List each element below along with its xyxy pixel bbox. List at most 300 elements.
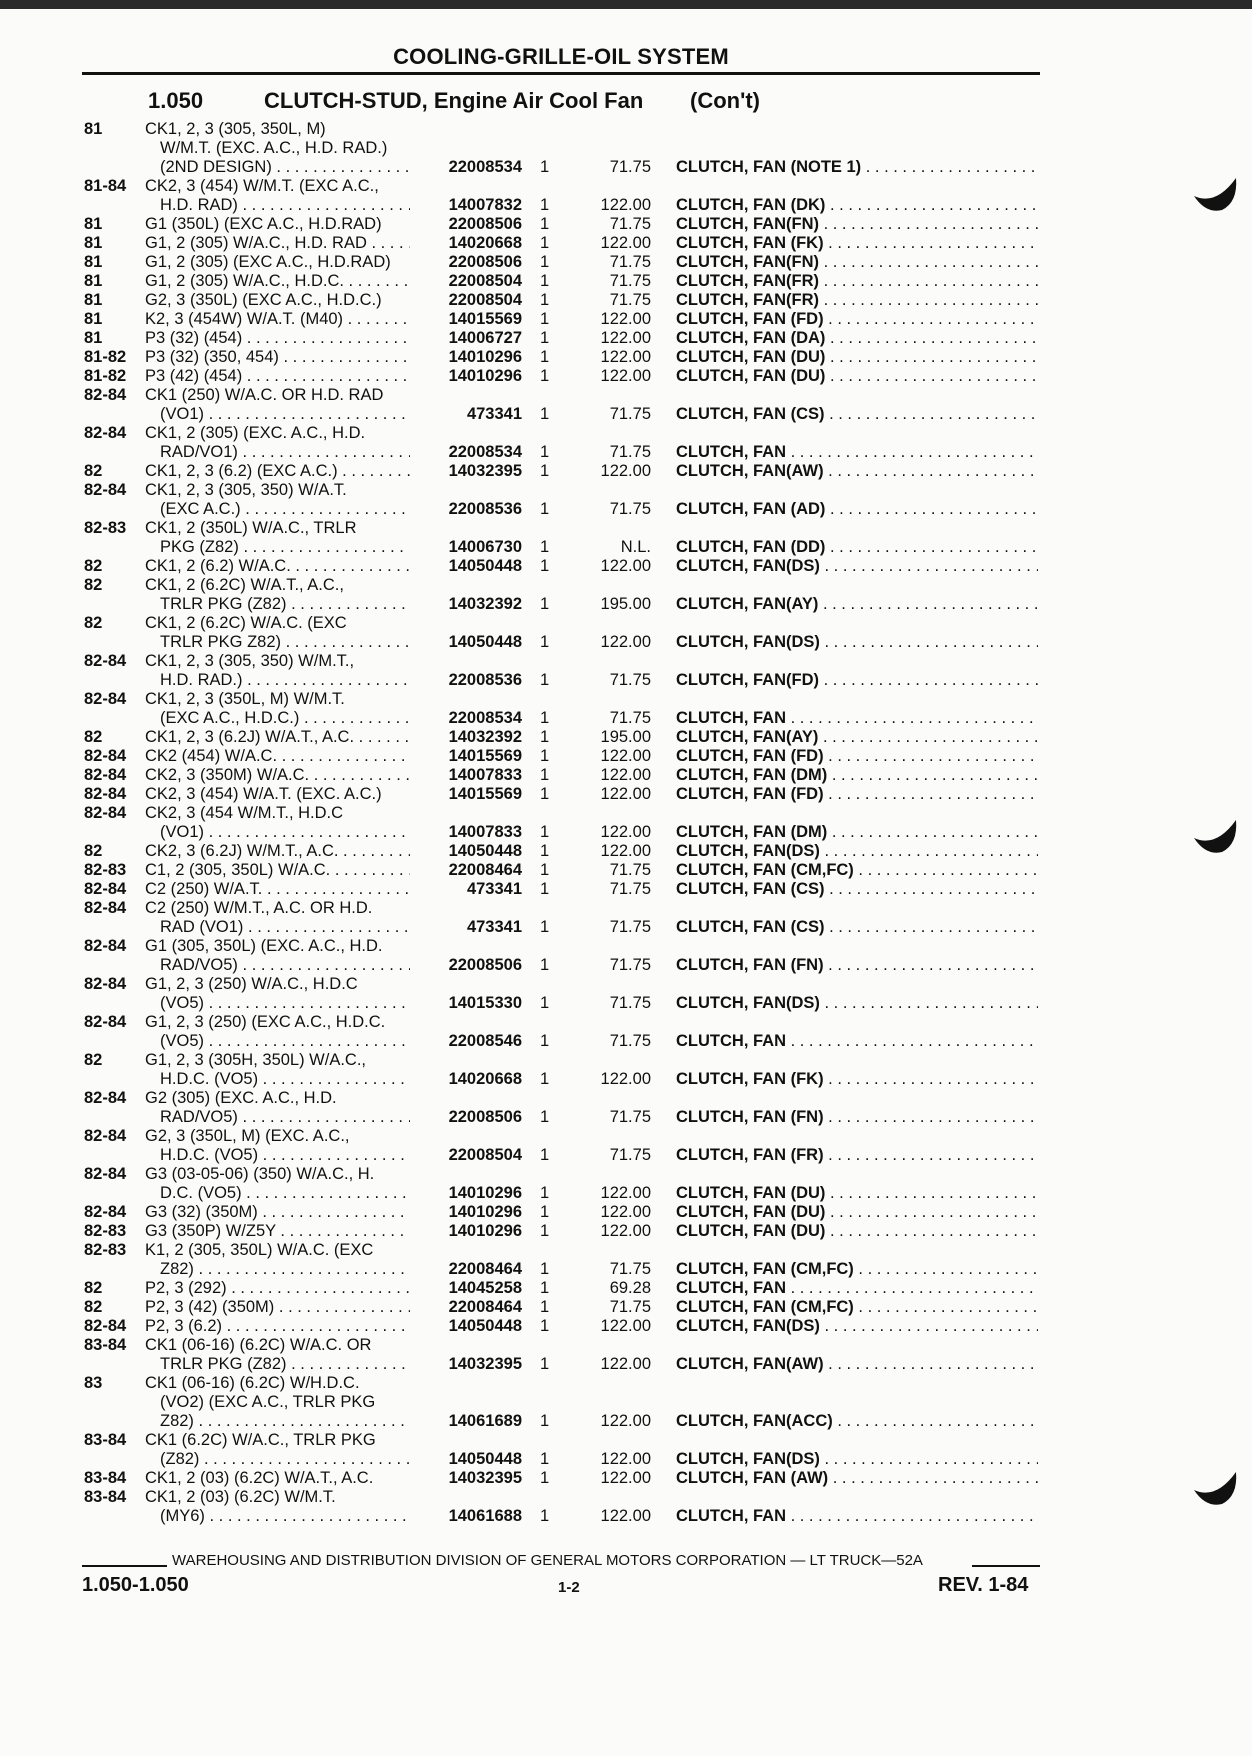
part-number: 14010296 — [410, 348, 522, 367]
quantity: 1 — [540, 1317, 550, 1335]
part-name: CLUTCH, FAN(AY) . . . — [676, 728, 1038, 747]
part-name: CLUTCH, FAN (CM,FC) . . . — [676, 861, 1038, 880]
application-description: G3 (32) (350M) . . . — [145, 1203, 423, 1222]
application-description: H.D.C. (VO5) . . . — [160, 1070, 423, 1089]
table-row — [0, 937, 1252, 956]
model-year: 83-84 — [84, 1488, 127, 1506]
application-description: (Z82) . . . — [160, 1450, 423, 1469]
part-name: CLUTCH, FAN (DM) . . . — [676, 823, 1038, 842]
part-number: 14010296 — [410, 1222, 522, 1241]
list-price: 195.00 — [600, 595, 651, 613]
part-number: 14050448 — [410, 1317, 522, 1336]
list-price: 122.00 — [600, 785, 651, 803]
part-name: CLUTCH, FAN (DM) . . . — [676, 766, 1038, 785]
quantity: 1 — [540, 367, 550, 385]
application-description: C2 (250) W/A.T. . . . — [145, 880, 423, 899]
section-continued: (Con't) — [690, 88, 760, 113]
list-price: 122.00 — [600, 766, 651, 784]
part-name: CLUTCH, FAN (CS) . . . — [676, 405, 1038, 424]
quantity: 1 — [540, 538, 550, 556]
part-number: 14032392 — [410, 728, 522, 747]
part-number: 22008534 — [410, 709, 522, 728]
list-price: 122.00 — [600, 1222, 651, 1240]
list-price: 122.00 — [600, 747, 651, 765]
part-name: CLUTCH, FAN (CS) . . . — [676, 880, 1038, 899]
table-row — [0, 1393, 1252, 1412]
application-description: C1, 2 (305, 350L) W/A.C. . . . — [145, 861, 423, 880]
quantity: 1 — [540, 196, 550, 214]
model-year: 82 — [84, 728, 103, 746]
quantity: 1 — [540, 1184, 550, 1202]
list-price: 71.75 — [609, 500, 651, 518]
application-description: (VO2) (EXC A.C., TRLR PKG — [160, 1393, 376, 1411]
table-row — [0, 747, 1252, 766]
part-name: CLUTCH, FAN (FD) . . . — [676, 785, 1038, 804]
quantity: 1 — [540, 310, 550, 328]
application-description: RAD/VO5) . . . — [160, 1108, 423, 1127]
quantity: 1 — [540, 405, 550, 423]
model-year: 82-84 — [84, 652, 127, 670]
part-number: 14015569 — [410, 785, 522, 804]
model-year: 82-84 — [84, 1089, 127, 1107]
section-number: 1.050 — [148, 88, 204, 113]
part-number: 14006727 — [410, 329, 522, 348]
table-row — [0, 785, 1252, 804]
quantity: 1 — [540, 557, 550, 575]
part-name: CLUTCH, FAN (DK) . . . — [676, 196, 1038, 215]
part-name: CLUTCH, FAN (FD) . . . — [676, 747, 1038, 766]
part-number: 14007833 — [410, 766, 522, 785]
quantity: 1 — [540, 671, 550, 689]
part-name: CLUTCH, FAN . . . — [676, 1507, 1038, 1526]
table-row — [0, 443, 1252, 462]
table-row — [0, 1032, 1252, 1051]
binder-hole-mark — [1192, 1470, 1240, 1508]
quantity: 1 — [540, 1032, 550, 1050]
quantity: 1 — [540, 215, 550, 233]
model-year: 82-84 — [84, 386, 127, 404]
list-price: 122.00 — [600, 1412, 651, 1430]
table-row — [0, 215, 1252, 234]
quantity: 1 — [540, 462, 550, 480]
quantity: 1 — [540, 1469, 550, 1487]
table-row — [0, 1507, 1252, 1526]
application-description: G1, 2 (305) (EXC A.C., H.D.RAD) — [145, 253, 391, 271]
quantity: 1 — [540, 500, 550, 518]
application-description: RAD (VO1) . . . — [160, 918, 423, 937]
table-row — [0, 1450, 1252, 1469]
part-name: CLUTCH, FAN (DA) . . . — [676, 329, 1038, 348]
application-description: CK1, 2, 3 (6.2J) W/A.T., A.C. . . . — [145, 728, 423, 747]
part-number: 14010296 — [410, 367, 522, 386]
part-name: CLUTCH, FAN (FK) . . . — [676, 234, 1038, 253]
model-year: 82 — [84, 576, 103, 594]
list-price: 71.75 — [609, 671, 651, 689]
list-price: 122.00 — [600, 1507, 651, 1525]
application-description: (VO5) . . . — [160, 1032, 423, 1051]
application-description: K2, 3 (454W) W/A.T. (M40) . . . — [145, 310, 423, 329]
model-year: 82-83 — [84, 1241, 127, 1259]
model-year: 82-84 — [84, 747, 127, 765]
list-price: 122.00 — [600, 823, 651, 841]
part-number: 22008506 — [410, 215, 522, 234]
model-year: 82-84 — [84, 880, 127, 898]
model-year: 81 — [84, 215, 103, 233]
model-year: 82-84 — [84, 785, 127, 803]
table-row — [0, 671, 1252, 690]
table-row — [0, 348, 1252, 367]
application-description: P2, 3 (292) . . . — [145, 1279, 423, 1298]
model-year: 82-84 — [84, 424, 127, 442]
table-row — [0, 1469, 1252, 1488]
list-price: 71.75 — [609, 215, 651, 233]
quantity: 1 — [540, 1298, 550, 1316]
footer-rule-right — [972, 1565, 1040, 1567]
table-row — [0, 1146, 1252, 1165]
quantity: 1 — [540, 348, 550, 366]
table-row — [0, 766, 1252, 785]
model-year: 81 — [84, 329, 103, 347]
part-name: CLUTCH, FAN (AW) . . . — [676, 1469, 1038, 1488]
table-row — [0, 1165, 1252, 1184]
list-price: 71.75 — [609, 291, 651, 309]
table-row — [0, 424, 1252, 443]
table-row — [0, 823, 1252, 842]
part-number: 22008536 — [410, 500, 522, 519]
part-number: 14015330 — [410, 994, 522, 1013]
table-row — [0, 1355, 1252, 1374]
list-price: 122.00 — [600, 234, 651, 252]
model-year: 82-83 — [84, 1222, 127, 1240]
table-row — [0, 1222, 1252, 1241]
part-number: 14032395 — [410, 1355, 522, 1374]
part-number: 22008506 — [410, 1108, 522, 1127]
application-description: P2, 3 (6.2) . . . — [145, 1317, 423, 1336]
part-number: 22008506 — [410, 956, 522, 975]
table-row — [0, 994, 1252, 1013]
footer-rule-left — [82, 1565, 167, 1567]
part-name: CLUTCH, FAN(FR) . . . — [676, 272, 1038, 291]
part-name: CLUTCH, FAN(FD) . . . — [676, 671, 1038, 690]
application-description: P3 (32) (454) . . . — [145, 329, 423, 348]
application-description: TRLR PKG Z82) . . . — [160, 633, 423, 652]
table-row — [0, 386, 1252, 405]
part-number: 14050448 — [410, 842, 522, 861]
table-row — [0, 842, 1252, 861]
application-description: G1, 2, 3 (250) W/A.C., H.D.C — [145, 975, 358, 993]
list-price: 122.00 — [600, 348, 651, 366]
part-number: 14032395 — [410, 1469, 522, 1488]
list-price: 122.00 — [600, 1317, 651, 1335]
application-description: G2, 3 (350L) (EXC A.C., H.D.C.) — [145, 291, 382, 309]
table-row — [0, 1051, 1252, 1070]
application-description: CK2, 3 (6.2J) W/M.T., A.C. . . . — [145, 842, 423, 861]
list-price: 122.00 — [600, 1469, 651, 1487]
application-description: (VO1) . . . — [160, 405, 423, 424]
quantity: 1 — [540, 234, 550, 252]
quantity: 1 — [540, 709, 550, 727]
application-description: G2, 3 (350L, M) (EXC. A.C., — [145, 1127, 350, 1145]
quantity: 1 — [540, 766, 550, 784]
application-description: G1, 2 (305) W/A.C., H.D.C. . . . — [145, 272, 423, 291]
quantity: 1 — [540, 1412, 550, 1430]
part-number: 14015569 — [410, 310, 522, 329]
quantity: 1 — [540, 1108, 550, 1126]
list-price: 71.75 — [609, 709, 651, 727]
quantity: 1 — [540, 1260, 550, 1278]
application-description: H.D.C. (VO5) . . . — [160, 1146, 423, 1165]
model-year: 82-84 — [84, 1127, 127, 1145]
model-year: 81-82 — [84, 348, 127, 366]
part-number: 14006730 — [410, 538, 522, 557]
part-name: CLUTCH, FAN(DS) . . . — [676, 842, 1038, 861]
table-row — [0, 956, 1252, 975]
model-year: 81-82 — [84, 367, 127, 385]
table-row — [0, 1317, 1252, 1336]
table-row — [0, 1127, 1252, 1146]
table-row — [0, 158, 1252, 177]
application-description: CK2, 3 (454) W/M.T. (EXC A.C., — [145, 177, 379, 195]
application-description: CK2, 3 (454 W/M.T., H.D.C — [145, 804, 344, 822]
table-row — [0, 481, 1252, 500]
part-name: CLUTCH, FAN (NOTE 1) . . . — [676, 158, 1038, 177]
list-price: 71.75 — [609, 956, 651, 974]
application-description: (EXC A.C.) . . . — [160, 500, 423, 519]
part-name: CLUTCH, FAN(FN) . . . — [676, 253, 1038, 272]
part-name: CLUTCH, FAN(AY) . . . — [676, 595, 1038, 614]
model-year: 82-84 — [84, 766, 127, 784]
part-name: CLUTCH, FAN(AW) . . . — [676, 1355, 1038, 1374]
application-description: RAD/VO1) . . . — [160, 443, 423, 462]
part-name: CLUTCH, FAN (DU) . . . — [676, 1203, 1038, 1222]
application-description: CK2, 3 (350M) W/A.C. . . . — [145, 766, 423, 785]
table-row — [0, 861, 1252, 880]
table-row — [0, 728, 1252, 747]
quantity: 1 — [540, 918, 550, 936]
model-year: 81 — [84, 272, 103, 290]
part-name: CLUTCH, FAN (CS) . . . — [676, 918, 1038, 937]
model-year: 82 — [84, 1051, 103, 1069]
quantity: 1 — [540, 842, 550, 860]
table-row — [0, 120, 1252, 139]
part-number: 14007832 — [410, 196, 522, 215]
part-number: 14020668 — [410, 234, 522, 253]
application-description: CK1, 2, 3 (6.2) (EXC A.C.) . . . — [145, 462, 423, 481]
application-description: CK2 (454) W/A.C. . . . — [145, 747, 423, 766]
model-year: 82 — [84, 557, 103, 575]
quantity: 1 — [540, 1450, 550, 1468]
part-name: CLUTCH, FAN(DS) . . . — [676, 633, 1038, 652]
part-number: 14020668 — [410, 1070, 522, 1089]
part-number: 473341 — [410, 880, 522, 899]
table-row — [0, 519, 1252, 538]
list-price: 71.75 — [609, 1032, 651, 1050]
list-price: 71.75 — [609, 272, 651, 290]
table-row — [0, 1089, 1252, 1108]
part-number: 14050448 — [410, 1450, 522, 1469]
table-row — [0, 1203, 1252, 1222]
application-description: (2ND DESIGN) . . . — [160, 158, 423, 177]
list-price: 195.00 — [600, 728, 651, 746]
table-row — [0, 291, 1252, 310]
application-description: G2 (305) (EXC. A.C., H.D. — [145, 1089, 337, 1107]
list-price: 122.00 — [600, 196, 651, 214]
table-row — [0, 652, 1252, 671]
list-price: 122.00 — [600, 310, 651, 328]
list-price: 71.75 — [609, 253, 651, 271]
table-row — [0, 253, 1252, 272]
table-row — [0, 1298, 1252, 1317]
list-price: 71.75 — [609, 994, 651, 1012]
part-name: CLUTCH, FAN (FN) . . . — [676, 956, 1038, 975]
model-year: 82-84 — [84, 804, 127, 822]
part-number: 22008464 — [410, 861, 522, 880]
part-number: 22008504 — [410, 291, 522, 310]
list-price: 122.00 — [600, 1070, 651, 1088]
table-row — [0, 462, 1252, 481]
table-row — [0, 139, 1252, 158]
application-description: G1 (305, 350L) (EXC. A.C., H.D. — [145, 937, 383, 955]
table-row — [0, 918, 1252, 937]
model-year: 83 — [84, 1374, 103, 1392]
application-description: G1, 2 (305) W/A.C., H.D. RAD . . . — [145, 234, 423, 253]
table-row — [0, 1260, 1252, 1279]
application-description: CK2, 3 (454) W/A.T. (EXC. A.C.) — [145, 785, 382, 803]
application-description: (EXC A.C., H.D.C.) . . . — [160, 709, 423, 728]
quantity: 1 — [540, 1070, 550, 1088]
list-price: 122.00 — [600, 633, 651, 651]
application-description: K1, 2 (305, 350L) W/A.C. (EXC — [145, 1241, 374, 1259]
list-price: 71.75 — [609, 1108, 651, 1126]
table-row — [0, 1412, 1252, 1431]
list-price: 122.00 — [600, 1203, 651, 1221]
model-year: 82 — [84, 462, 103, 480]
table-row — [0, 899, 1252, 918]
model-year: 82-84 — [84, 690, 127, 708]
model-year: 82-83 — [84, 519, 127, 537]
part-number: 22008546 — [410, 1032, 522, 1051]
table-row — [0, 614, 1252, 633]
model-year: 82 — [84, 842, 103, 860]
part-number: 14050448 — [410, 633, 522, 652]
model-year: 81 — [84, 234, 103, 252]
table-row — [0, 367, 1252, 386]
part-name: CLUTCH, FAN (DU) . . . — [676, 367, 1038, 386]
part-name: CLUTCH, FAN (CM,FC) . . . — [676, 1298, 1038, 1317]
footer-section-range: 1.050-1.050 — [82, 1574, 189, 1596]
table-row — [0, 1108, 1252, 1127]
part-name: CLUTCH, FAN (FN) . . . — [676, 1108, 1038, 1127]
part-number: 22008506 — [410, 253, 522, 272]
part-number: 22008534 — [410, 158, 522, 177]
application-description: (MY6) . . . — [160, 1507, 423, 1526]
application-description: G3 (350P) W/Z5Y . . . — [145, 1222, 423, 1241]
quantity: 1 — [540, 253, 550, 271]
table-row — [0, 633, 1252, 652]
application-description: (VO5) . . . — [160, 994, 423, 1013]
part-number: 22008536 — [410, 671, 522, 690]
model-year: 82 — [84, 614, 103, 632]
list-price: 122.00 — [600, 1184, 651, 1202]
application-description: CK1 (06-16) (6.2C) W/H.D.C. — [145, 1374, 360, 1392]
table-row — [0, 1279, 1252, 1298]
page-title: COOLING-GRILLE-OIL SYSTEM — [393, 44, 729, 69]
application-description: PKG (Z82) . . . — [160, 538, 423, 557]
part-name: CLUTCH, FAN . . . — [676, 1032, 1038, 1051]
quantity: 1 — [540, 956, 550, 974]
application-description: CK1 (250) W/A.C. OR H.D. RAD — [145, 386, 384, 404]
part-number: 14045258 — [410, 1279, 522, 1298]
list-price: 71.75 — [609, 918, 651, 936]
table-row — [0, 1431, 1252, 1450]
part-number: 473341 — [410, 405, 522, 424]
application-description: CK1, 2 (03) (6.2C) W/M.T. — [145, 1488, 336, 1506]
quantity: 1 — [540, 272, 550, 290]
quantity: 1 — [540, 595, 550, 613]
list-price: 71.75 — [609, 405, 651, 423]
application-description: TRLR PKG (Z82) . . . — [160, 595, 423, 614]
table-row — [0, 234, 1252, 253]
table-row — [0, 804, 1252, 823]
table-row — [0, 557, 1252, 576]
table-row — [0, 975, 1252, 994]
part-name: CLUTCH, FAN(ACC) . . . — [676, 1412, 1038, 1431]
part-number: 14061688 — [410, 1507, 522, 1526]
footer-revision: REV. 1-84 — [938, 1574, 1029, 1596]
top-edge-bar — [0, 0, 1252, 9]
list-price: 122.00 — [600, 557, 651, 575]
part-name: CLUTCH, FAN (CM,FC) . . . — [676, 1260, 1038, 1279]
application-description: CK1, 2 (6.2) W/A.C. . . . — [145, 557, 423, 576]
table-row — [0, 709, 1252, 728]
table-row — [0, 1013, 1252, 1032]
model-year: 82-84 — [84, 899, 127, 917]
part-name: CLUTCH, FAN(DS) . . . — [676, 557, 1038, 576]
table-row — [0, 1336, 1252, 1355]
table-row — [0, 1184, 1252, 1203]
quantity: 1 — [540, 329, 550, 347]
part-name: CLUTCH, FAN(AW) . . . — [676, 462, 1038, 481]
quantity: 1 — [540, 994, 550, 1012]
part-number: 22008464 — [410, 1260, 522, 1279]
application-description: P3 (42) (454) . . . — [145, 367, 423, 386]
model-year: 81 — [84, 253, 103, 271]
application-description: C2 (250) W/M.T., A.C. OR H.D. — [145, 899, 373, 917]
model-year: 83-84 — [84, 1431, 127, 1449]
table-row — [0, 405, 1252, 424]
part-number: 473341 — [410, 918, 522, 937]
list-price: 122.00 — [600, 462, 651, 480]
application-description: H.D. RAD.) . . . — [160, 671, 423, 690]
list-price: 122.00 — [600, 329, 651, 347]
quantity: 1 — [540, 880, 550, 898]
list-price: 71.75 — [609, 1298, 651, 1316]
list-price: 122.00 — [600, 1355, 651, 1373]
application-description: Z82) . . . — [160, 1412, 423, 1431]
application-description: CK1 (06-16) (6.2C) W/A.C. OR — [145, 1336, 372, 1354]
footer-division: WAREHOUSING AND DISTRIBUTION DIVISION OF GENERAL MOTORS CORPORATION — LT TRUCK—52A — [172, 1552, 923, 1569]
part-name: CLUTCH, FAN(DS) . . . — [676, 1450, 1038, 1469]
model-year: 82-84 — [84, 1317, 127, 1335]
part-number: 14015569 — [410, 747, 522, 766]
quantity: 1 — [540, 1355, 550, 1373]
application-description: CK1, 2, 3 (305, 350) W/A.T. — [145, 481, 347, 499]
list-price: 122.00 — [600, 1450, 651, 1468]
part-name: CLUTCH, FAN (DD) . . . — [676, 538, 1038, 557]
part-number: 14010296 — [410, 1184, 522, 1203]
model-year: 82-84 — [84, 1013, 127, 1031]
model-year: 81 — [84, 310, 103, 328]
